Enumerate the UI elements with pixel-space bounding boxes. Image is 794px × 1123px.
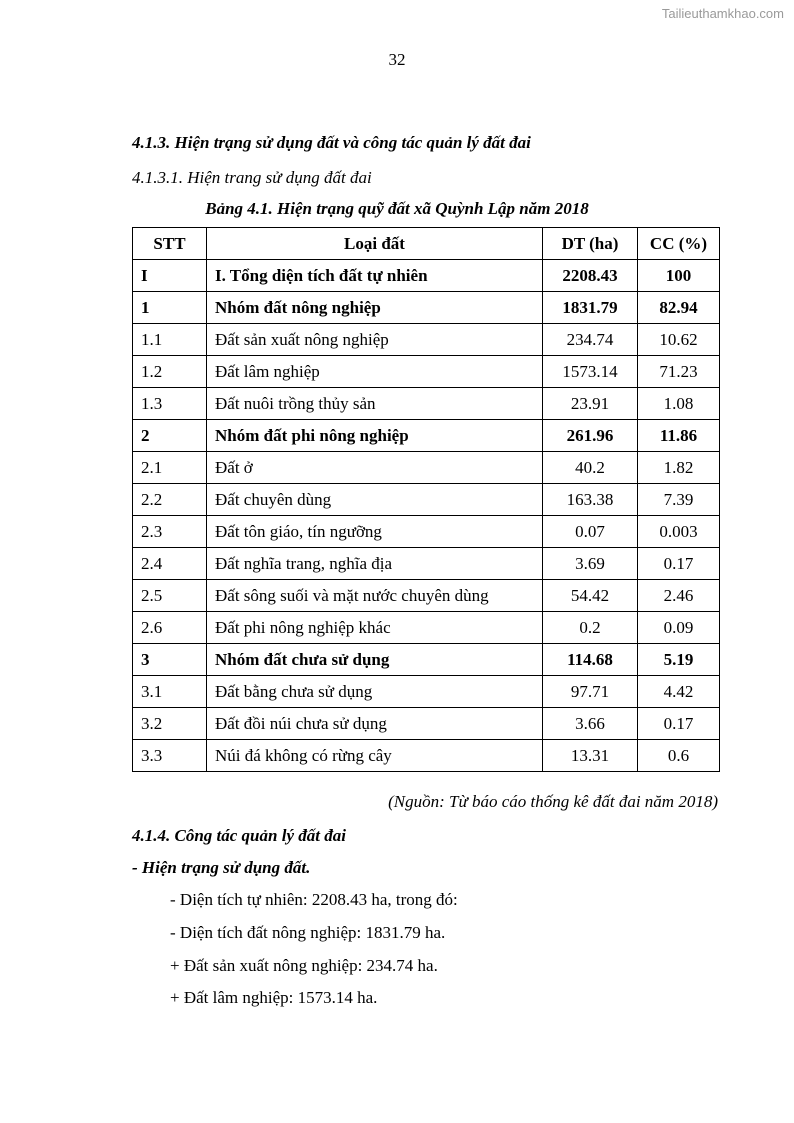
cell-area: 54.42 — [543, 580, 638, 612]
cell-land-type: Nhóm đất nông nghiệp — [207, 292, 543, 324]
cell-area: 1831.79 — [543, 292, 638, 324]
cell-stt: 1.3 — [133, 388, 207, 420]
cell-stt: 1 — [133, 292, 207, 324]
cell-stt: 2.4 — [133, 548, 207, 580]
cell-area: 163.38 — [543, 484, 638, 516]
cell-percent: 0.6 — [638, 740, 720, 772]
header-land-type: Loại đất — [207, 228, 543, 260]
cell-stt: 3.3 — [133, 740, 207, 772]
table-row — [133, 548, 720, 580]
cell-area: 3.66 — [543, 708, 638, 740]
cell-stt: 3.2 — [133, 708, 207, 740]
cell-area: 0.2 — [543, 612, 638, 644]
cell-area: 2208.43 — [543, 260, 638, 292]
cell-land-type: Đất sông suối và mặt nước chuyên dùng — [207, 580, 543, 612]
cell-percent: 4.42 — [638, 676, 720, 708]
table-row — [133, 708, 720, 740]
cell-stt: 2 — [133, 420, 207, 452]
table-row — [133, 676, 720, 708]
cell-percent: 0.09 — [638, 612, 720, 644]
paragraph-line: + Đất sản xuất nông nghiệp: 234.74 ha. — [170, 956, 438, 975]
cell-land-type: Đất nghĩa trang, nghĩa địa — [207, 548, 543, 580]
subsection-heading: 4.1.3.1. Hiện trang sử dụng đất đai — [132, 168, 372, 187]
header-area: DT (ha) — [543, 228, 638, 260]
watermark: Tailieuthamkhao.com — [661, 6, 784, 21]
cell-area: 0.07 — [543, 516, 638, 548]
header-percent: CC (%) — [638, 228, 720, 260]
cell-stt: 2.5 — [133, 580, 207, 612]
cell-percent: 2.46 — [638, 580, 720, 612]
table-source-note: (Nguồn: Từ báo cáo thống kê đất đai năm 2018) — [388, 792, 718, 811]
table-row — [133, 324, 720, 356]
cell-percent: 0.003 — [638, 516, 720, 548]
cell-percent: 1.82 — [638, 452, 720, 484]
table-header-row — [133, 228, 720, 260]
table-row — [133, 516, 720, 548]
table-row — [133, 452, 720, 484]
table-row — [133, 644, 720, 676]
cell-stt: 2.6 — [133, 612, 207, 644]
cell-land-type: I. Tổng diện tích đất tự nhiên — [207, 260, 543, 292]
cell-area: 261.96 — [543, 420, 638, 452]
table-row — [133, 292, 720, 324]
cell-stt: 3 — [133, 644, 207, 676]
table-row — [133, 580, 720, 612]
cell-percent: 1.08 — [638, 388, 720, 420]
cell-percent: 11.86 — [638, 420, 720, 452]
table-row — [133, 740, 720, 772]
cell-land-type: Đất đồi núi chưa sử dụng — [207, 708, 543, 740]
paragraph-line: - Diện tích tự nhiên: 2208.43 ha, trong đó: — [170, 890, 458, 909]
cell-percent: 71.23 — [638, 356, 720, 388]
cell-stt: 2.1 — [133, 452, 207, 484]
table-caption: Bảng 4.1. Hiện trạng quỹ đất xã Quỳnh Lập năm 2018 — [205, 199, 589, 218]
cell-land-type: Đất bằng chưa sử dụng — [207, 676, 543, 708]
cell-area: 97.71 — [543, 676, 638, 708]
cell-land-type: Đất tôn giáo, tín ngưỡng — [207, 516, 543, 548]
cell-percent: 82.94 — [638, 292, 720, 324]
table-row — [133, 484, 720, 516]
cell-land-type: Đất sản xuất nông nghiệp — [207, 324, 543, 356]
cell-land-type: Núi đá không có rừng cây — [207, 740, 543, 772]
cell-area: 114.68 — [543, 644, 638, 676]
cell-percent: 0.17 — [638, 548, 720, 580]
paragraph-line: - Diện tích đất nông nghiệp: 1831.79 ha. — [170, 923, 446, 942]
cell-land-type: Đất nuôi trồng thủy sản — [207, 388, 543, 420]
table-row — [133, 388, 720, 420]
cell-stt: 1.1 — [133, 324, 207, 356]
section-heading: 4.1.3. Hiện trạng sử dụng đất và công tác quản lý đất đai — [132, 133, 531, 152]
cell-land-type: Đất phi nông nghiệp khác — [207, 612, 543, 644]
cell-area: 3.69 — [543, 548, 638, 580]
header-stt: STT — [133, 228, 207, 260]
table-row — [133, 420, 720, 452]
cell-land-type: Đất chuyên dùng — [207, 484, 543, 516]
table-row — [133, 356, 720, 388]
cell-stt: 2.3 — [133, 516, 207, 548]
cell-area: 13.31 — [543, 740, 638, 772]
cell-percent: 5.19 — [638, 644, 720, 676]
cell-percent: 10.62 — [638, 324, 720, 356]
table-row — [133, 612, 720, 644]
cell-area: 1573.14 — [543, 356, 638, 388]
cell-stt: 3.1 — [133, 676, 207, 708]
paragraph-line: + Đất lâm nghiệp: 1573.14 ha. — [170, 988, 378, 1007]
cell-stt: I — [133, 260, 207, 292]
cell-stt: 2.2 — [133, 484, 207, 516]
cell-percent: 7.39 — [638, 484, 720, 516]
section2-heading: 4.1.4. Công tác quản lý đất đai — [132, 826, 346, 845]
cell-percent: 100 — [638, 260, 720, 292]
cell-land-type: Nhóm đất chưa sử dụng — [207, 644, 543, 676]
cell-area: 23.91 — [543, 388, 638, 420]
table-row — [133, 260, 720, 292]
bullet-heading: - Hiện trạng sử dụng đất. — [132, 858, 311, 877]
cell-land-type: Đất lâm nghiệp — [207, 356, 543, 388]
cell-area: 234.74 — [543, 324, 638, 356]
table-body — [133, 260, 720, 772]
page-number: 32 — [388, 50, 406, 69]
cell-stt: 1.2 — [133, 356, 207, 388]
cell-land-type: Nhóm đất phi nông nghiệp — [207, 420, 543, 452]
cell-area: 40.2 — [543, 452, 638, 484]
cell-percent: 0.17 — [638, 708, 720, 740]
land-use-table — [132, 227, 720, 772]
cell-land-type: Đất ở — [207, 452, 543, 484]
